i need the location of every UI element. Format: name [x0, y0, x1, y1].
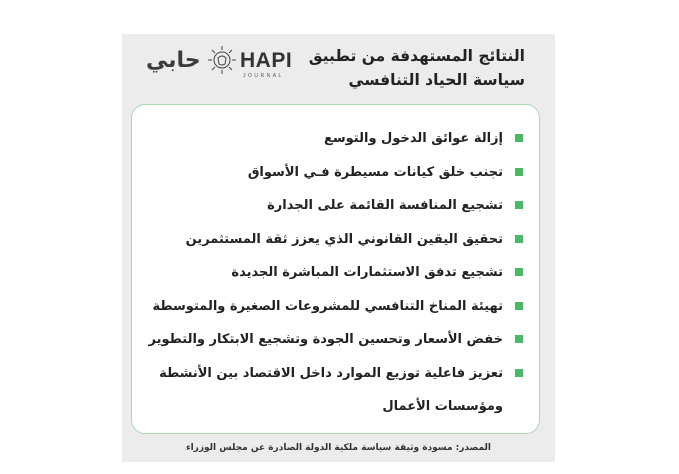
targets-panel [131, 104, 540, 434]
sun-emblem-icon [206, 44, 238, 76]
logo-subtitle: JOURNAL [243, 73, 284, 79]
list-item-text: تهيئة المناخ التنافسي للمشروعات الصغيرة والمتوسطة [152, 298, 503, 314]
list-item [135, 290, 525, 324]
square-bullet-icon [515, 201, 523, 209]
targets-list [135, 122, 525, 419]
source-note: المصدر: مسودة وثيقة سياسة ملكية الدولة الصادرة عن مجلس الوزراء [185, 443, 492, 453]
square-bullet-icon [515, 235, 523, 243]
list-item-text: تشجيع المنافسة القائمة على الجدارة [267, 198, 503, 213]
list-item [135, 223, 525, 257]
square-bullet-icon [515, 335, 523, 343]
list-item [135, 122, 525, 156]
list-item [135, 189, 525, 223]
page-title [275, 44, 525, 92]
list-item-text: تعزيز فاعلية توزيع الموارد داخل الاقتصاد بين الأنشطة ومؤسسات الأعمال [159, 365, 503, 414]
list-item [135, 323, 525, 357]
list-item [135, 256, 525, 290]
logo-latin-text: HAPI [240, 49, 293, 72]
square-bullet-icon [515, 268, 523, 276]
square-bullet-icon [515, 168, 523, 176]
list-item-text: تجنب خلق كيانات مسيطرة فـي الأسواق [247, 164, 503, 180]
list-item-text: تشجيع تدفق الاستثمارات المباشرة الجديدة [231, 265, 503, 280]
square-bullet-icon [515, 369, 523, 377]
square-bullet-icon [515, 302, 523, 310]
title-line-2: سياسة الحياد التنافسي [348, 71, 525, 89]
hapi-logo [146, 42, 293, 82]
infographic-card [122, 34, 555, 462]
square-bullet-icon [515, 134, 523, 142]
list-item-text: خفض الأسعار وتحسين الجودة وتشجيع الابتكار والتطوير [148, 332, 503, 347]
logo-arabic-text: حابي [146, 48, 201, 73]
list-item-text: تحقيق اليقين القانوني الذي يعزز ثقة المستثمرين [185, 231, 503, 247]
list-item-text: إزالة عوائق الدخول والتوسع [323, 131, 503, 146]
list-item [135, 357, 525, 419]
title-line-1: النتائج المستهدفة من تطبيق [308, 47, 525, 65]
list-item [135, 156, 525, 190]
